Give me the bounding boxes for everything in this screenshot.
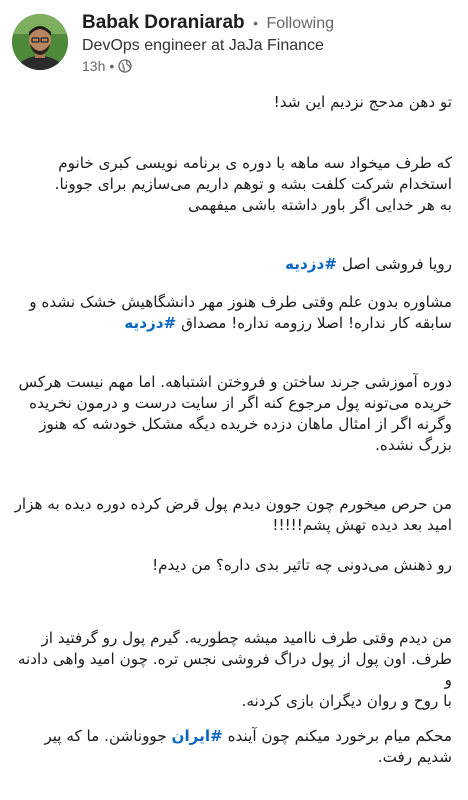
avatar[interactable] <box>12 14 68 70</box>
avatar-photo <box>12 14 68 70</box>
paragraph-4-text: مشاوره بدون علم وقتی طرف هنوز مهر دانشگاهیش خشک نشده و سابقه کار نداره! اصلا رزومه نداره! مصداق <box>29 293 452 332</box>
author-headline: DevOps engineer at JaJa Finance <box>82 37 324 54</box>
paragraph-9 <box>12 726 452 768</box>
post-meta <box>82 58 132 74</box>
meta-separator: • <box>109 58 115 74</box>
paragraph-4 <box>12 292 452 334</box>
paragraph-7: رو ذهنش می‌دونی چه تاثیر بدی داره؟ من دیدم! <box>152 556 452 574</box>
hashtag-dozdieh[interactable]: #دزدیه <box>285 255 338 273</box>
paragraph-5: دوره آموزشی جرند ساختن و فروختن اشتباهه. اما مهم نیست هرکس خریده می‌تونه پول مرجوع کنه اگر از سایت درست و درمون نخریده وگرنه اگر از امثال ماهان دزده خریده دیگه مشکل خودشه که هنوز بزرگ نشده. <box>18 373 452 454</box>
hashtag-iran[interactable]: #ایران <box>171 727 223 745</box>
post-time: 13h <box>82 58 106 74</box>
author-line <box>82 12 334 36</box>
follow-status[interactable]: Following <box>266 15 335 32</box>
paragraph-2: که طرف میخواد سه ماهه با دوره ی برنامه نویسی کبری خانوم استخدام شرکت کلفت بشه و توهم داریم می‌سازیم برای جوونا. به هر خدایی اگر باور داشته باشی میفهمی <box>54 154 452 214</box>
hashtag-dozdieh-2[interactable]: #دزدیه <box>124 314 177 332</box>
paragraph-8: من دیدم وقتی طرف ناامید میشه چطوریه. گیرم پول رو گرفتید از طرف. اون پول از پول دراگ فروشی نجس تره. چون امید واهی دادنه و با روح و روان دیگران بازی کردنه. <box>17 629 452 710</box>
author-name[interactable]: Babak Doraniarab <box>82 12 245 33</box>
paragraph-6: من حرص میخورم چون جوون دیدم پول قرض کرده دوره دیده به هزار امید بعد دیده تهش پشم!!!!! <box>14 495 452 534</box>
paragraph-1: تو دهن مدحج نزدیم این شد! <box>273 93 452 111</box>
paragraph-9-text-a: محکم میام برخورد میکنم چون آینده <box>222 727 452 745</box>
separator-dot: • <box>253 15 258 31</box>
paragraph-3 <box>12 254 452 275</box>
globe-icon <box>118 59 132 73</box>
paragraph-3-text: رویا فروشی اصل <box>337 255 452 273</box>
paragraph-9-text-b: جووناشن. ما که پیر شدیم رفت. <box>44 727 452 766</box>
post-header <box>0 0 468 80</box>
